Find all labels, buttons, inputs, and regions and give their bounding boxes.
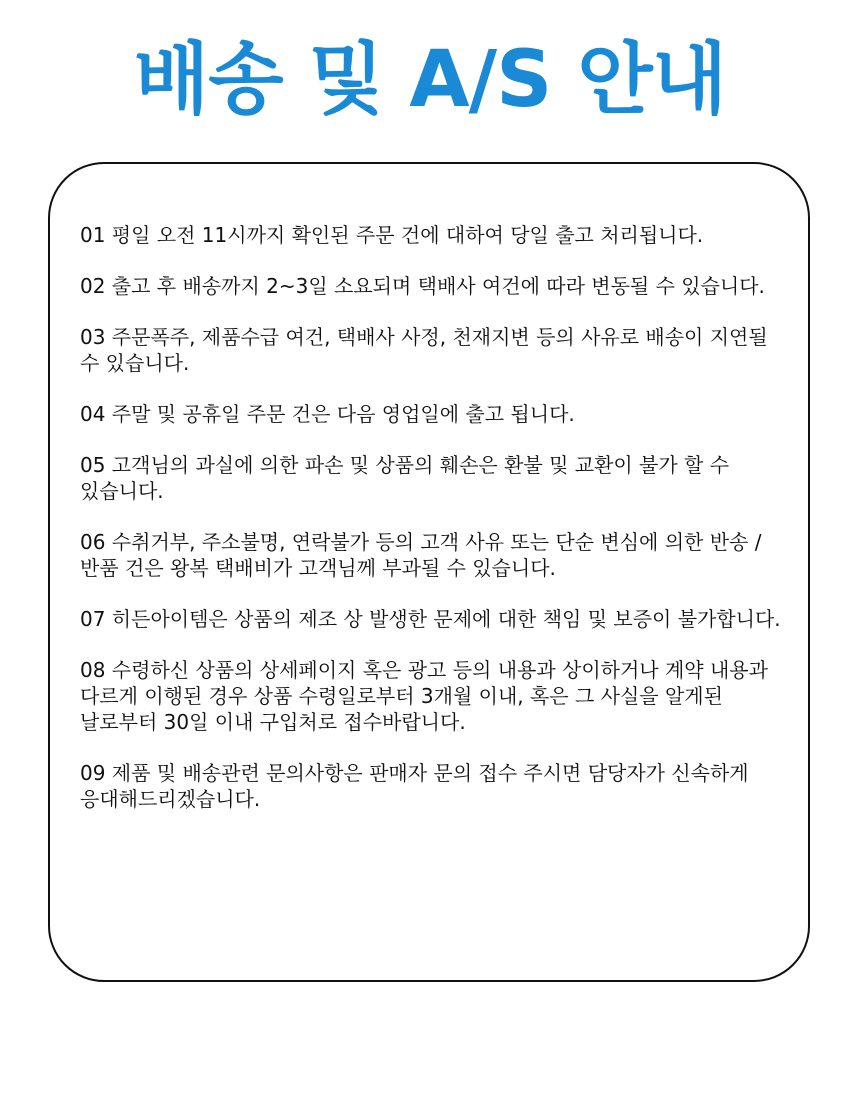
notice-item-03: 03 주문폭주, 제품수급 여건, 택배사 사정, 천재지변 등의 사유로 배송이 지연될 수 있습니다. [80,325,768,375]
notice-item-08: 08 수령하신 상품의 상세페이지 혹은 광고 등의 내용과 상이하거나 계약 내용과 다르게 이행된 경우 상품 수령일로부터 3개월 이내, 혹은 그 사실을 알게된 날로부터 30일 이내 구입처로 접수바랍니다. [80,658,768,734]
notice-item-09: 09 제품 및 배송관련 문의사항은 판매자 문의 접수 주시면 담당자가 신속하게 응대해드리겠습니다. [80,761,749,811]
notice-item-04: 04 주말 및 공휴일 주문 건은 다음 영업일에 출고 됩니다. [80,402,575,426]
notice-item-01: 01 평일 오전 11시까지 확인된 주문 건에 대하여 당일 출고 처리됩니다. [80,223,704,247]
notice-box [48,162,810,982]
notice-item-07: 07 히든아이템은 상품의 제조 상 발생한 문제에 대한 책임 및 보증이 불가합니다. [80,607,781,631]
notice-item-05: 05 고객님의 과실에 의한 파손 및 상품의 훼손은 환불 및 교환이 불가 할 수 있습니다. [80,453,730,503]
notice-list [80,222,786,837]
page-title: 배송 및 A/S 안내 [133,35,727,125]
notice-item-02: 02 출고 후 배송까지 2~3일 소요되며 택배사 여건에 따라 변동될 수 있습니다. [80,274,765,298]
notice-item-06: 06 수취거부, 주소불명, 연락불가 등의 고객 사유 또는 단순 변심에 의한 반송 / 반품 건은 왕복 택배비가 고객님께 부과될 수 있습니다. [80,530,762,580]
